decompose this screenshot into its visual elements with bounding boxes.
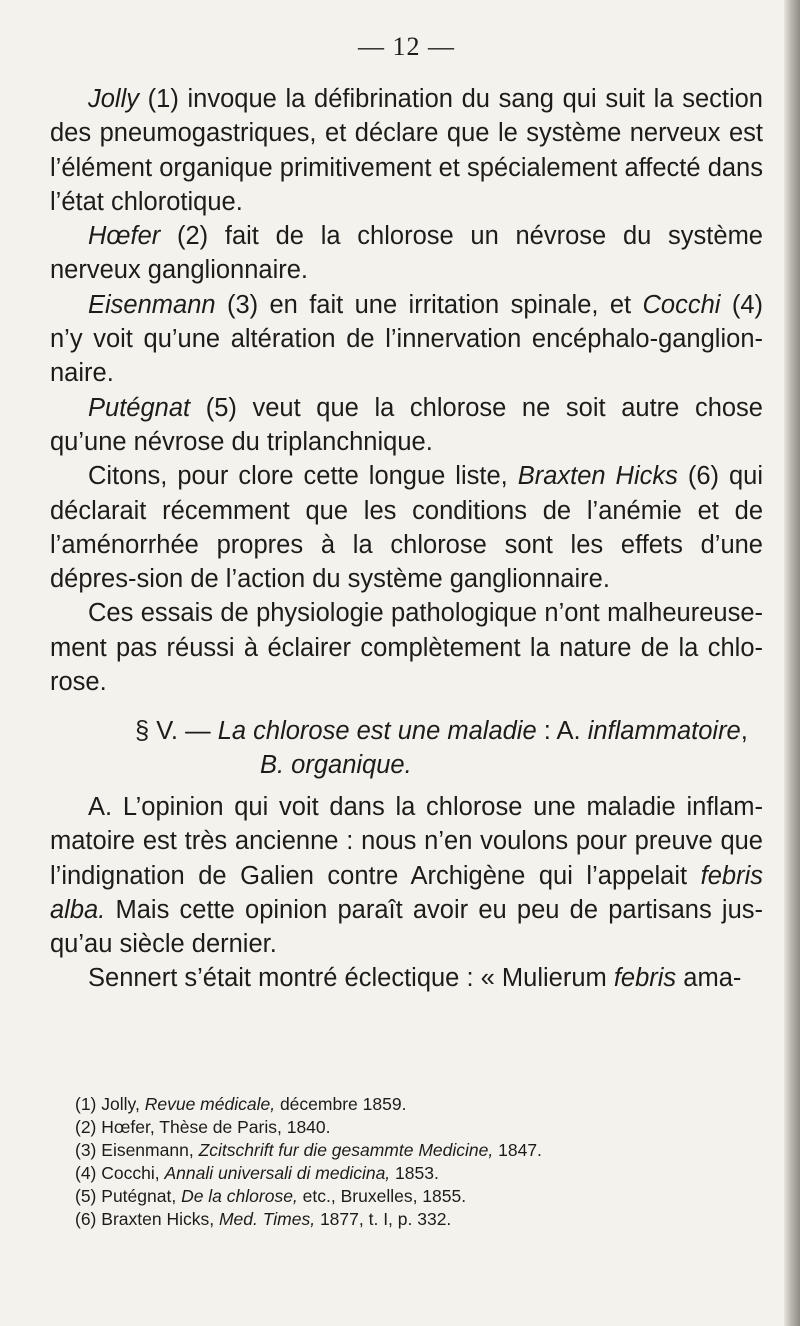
- footnote-source: Zcitschrift fur die gesammte Medicine,: [198, 1140, 494, 1160]
- section-comma: ,: [740, 717, 748, 745]
- paragraph-text: (1) invoque la défibrination du sang qui suit la section des pneumogastriques, et déclare que le système nerveux est l’élément organique primitivement et spécialement affecté dans l’état chlorotique.: [50, 85, 763, 216]
- footnote: [50, 1162, 763, 1185]
- footnote-source: Annali universali di medicina,: [164, 1163, 391, 1183]
- author-name: Cocchi: [642, 290, 721, 319]
- author-name: Putégnat: [88, 393, 191, 422]
- author-name: Jolly: [88, 85, 140, 113]
- footnote-number: (5): [75, 1186, 97, 1206]
- footnote: [50, 1093, 763, 1116]
- author-name: Hœfer: [88, 222, 161, 251]
- footnote: [50, 1116, 763, 1139]
- author-name: Braxten Hicks: [517, 462, 678, 491]
- paragraph-text: (3) en fait une irritation spinale, et: [215, 290, 643, 319]
- footnote-source: Med. Times,: [218, 1209, 316, 1229]
- footnote-source: Revue médicale,: [144, 1094, 276, 1114]
- section-separator: : A.: [536, 717, 588, 745]
- footnote: [50, 1139, 763, 1162]
- paragraph-text: ama-: [676, 964, 742, 993]
- footnote-source: De la chlorose,: [181, 1186, 298, 1206]
- paragraph-eisenmann: [50, 288, 763, 391]
- paragraph-jolly: [50, 82, 763, 219]
- body-text-continued: [50, 790, 763, 996]
- footnote-author: Hœfer,: [101, 1117, 155, 1137]
- footnote-detail: 1847.: [498, 1140, 542, 1160]
- page-number: — 12 —: [358, 32, 455, 61]
- footnote-number: (4): [75, 1163, 97, 1183]
- paragraph-hicks: [50, 459, 763, 596]
- footnote-author: Putégnat,: [101, 1186, 177, 1206]
- section-part-a: inflammatoire: [587, 717, 741, 745]
- latin-term: febris alba.: [50, 861, 763, 924]
- footnote-number: (2): [75, 1117, 97, 1137]
- footnote-number: (3): [75, 1140, 97, 1160]
- paragraph-text: A. L’opinion qui voit dans la chlorose une maladie inflam-matoire est très ancienne : nous n’en voulons pour preuve que l’indignation de Galien contre Archigène qui l’appelait: [50, 793, 763, 890]
- section-heading: [50, 714, 763, 782]
- paragraph-text: Ces essais de physiologie pathologique n’ont malheureuse-ment pas réussi à éclairer complètement la nature de la chlo-rose.: [50, 599, 763, 697]
- paragraph-essais: [50, 596, 763, 699]
- footnote: [50, 1185, 763, 1208]
- paragraph-sennert: [50, 961, 763, 995]
- footnote-detail: Thèse de Paris, 1840.: [159, 1117, 331, 1137]
- footnote: [50, 1208, 763, 1231]
- latin-term: febris: [613, 964, 677, 993]
- paragraph-text: (2) fait de la chlorose un névrose du système nerveux ganglionnaire.: [50, 222, 763, 285]
- footnote-number: (1): [75, 1094, 97, 1114]
- footnote-detail: 1877, t. I, p. 332.: [319, 1209, 452, 1229]
- paragraph-hoefer: [50, 219, 763, 288]
- section-heading-line: [50, 748, 763, 782]
- paragraph-putegnat: [50, 391, 763, 460]
- section-heading-line: [50, 714, 763, 748]
- body-text: [50, 82, 763, 699]
- footnote-author: Jolly,: [101, 1094, 140, 1114]
- footnote-author: Eisenmann,: [101, 1140, 194, 1160]
- section-number: § V. —: [135, 717, 218, 745]
- paragraph-text: Citons, pour clore cette longue liste,: [88, 462, 518, 491]
- page-edge-shadow: [784, 0, 800, 1326]
- paragraph-text: (6) qui déclarait récemment que les conditions de l’anémie et de l’aménorrhée propres à la chlorose sont les effets d’une dépres-sion de l’action du système ganglionnaire.: [50, 462, 763, 594]
- paragraph-text: (4) n’y voit qu’une altération de l’innervation encéphalo-ganglion-naire.: [50, 290, 764, 388]
- footnotes: [50, 1093, 763, 1231]
- paragraph-text: Mais cette opinion paraît avoir eu peu de partisans jus-qu’au siècle dernier.: [50, 895, 763, 959]
- section-title: La chlorose est une maladie: [217, 717, 537, 745]
- section-part-b: B. organique.: [260, 751, 412, 779]
- paragraph-text: (5) veut que la chlorose ne soit autre chose qu’une névrose du triplanchnique.: [50, 393, 763, 456]
- paragraph-opinion: [50, 790, 763, 961]
- footnote-detail: décembre 1859.: [279, 1094, 407, 1114]
- footnote-number: (6): [75, 1209, 97, 1229]
- footnote-detail: etc., Bruxelles, 1855.: [302, 1186, 467, 1206]
- footnote-detail: 1853.: [395, 1163, 439, 1183]
- footnote-author: Braxten Hicks,: [101, 1209, 215, 1229]
- footnote-author: Cocchi,: [101, 1163, 160, 1183]
- paragraph-text: Sennert s’était montré éclectique : « Mulierum: [88, 964, 614, 993]
- author-name: Eisenmann: [88, 290, 216, 319]
